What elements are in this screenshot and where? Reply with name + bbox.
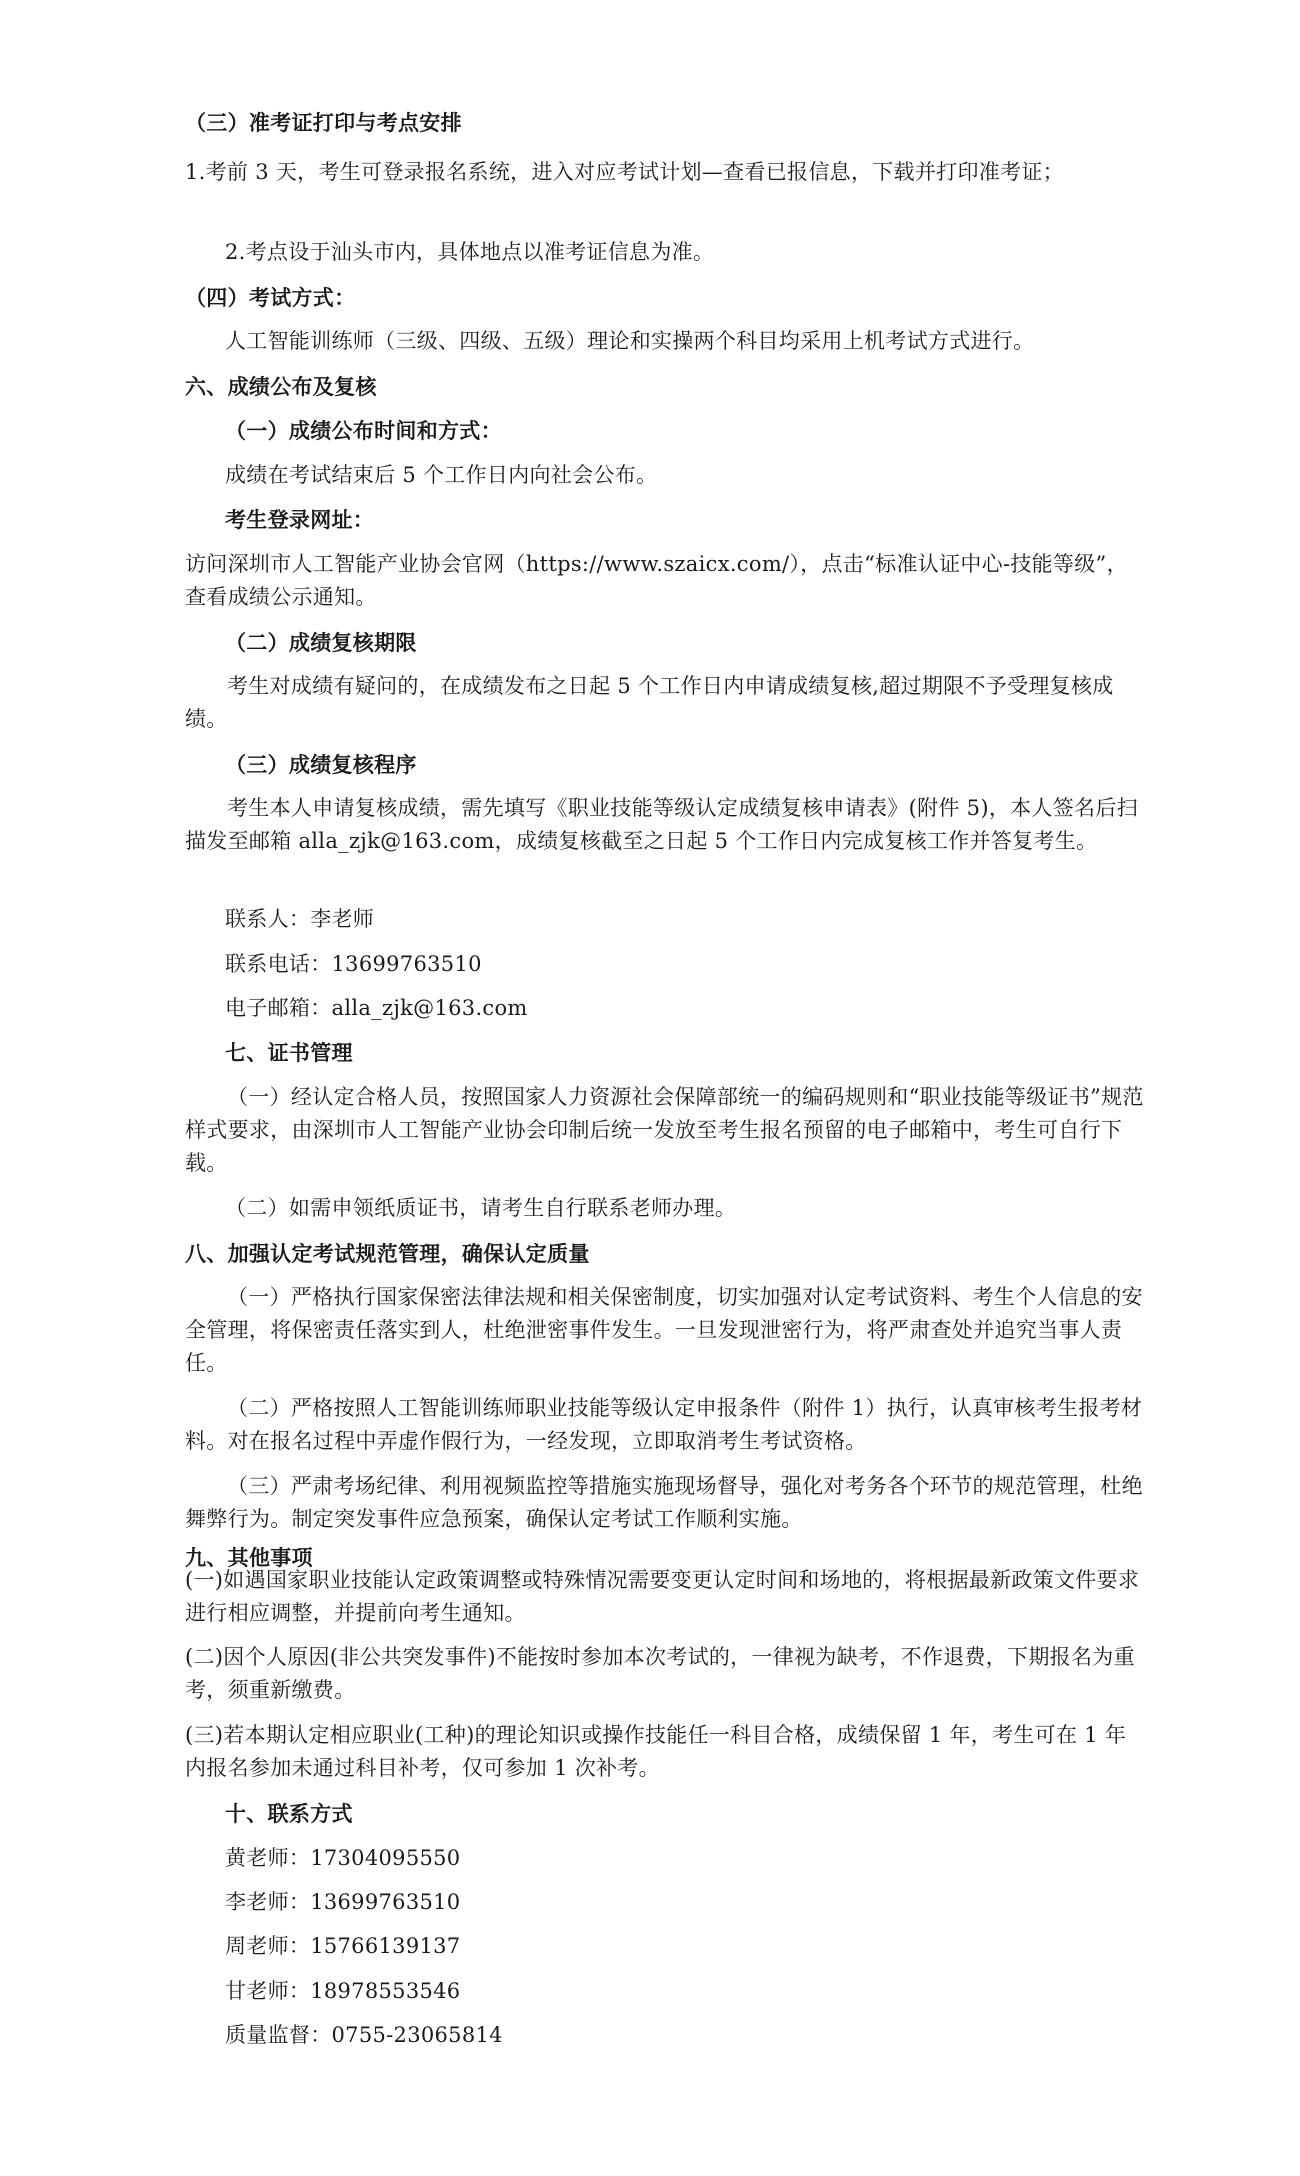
contact-line: 周老师：15766139137 (225, 1934, 461, 1958)
chapter-heading: 八、加强认定考试规范管理，确保认定质量 (185, 1241, 590, 1266)
contact-line: 联系电话：13699763510 (225, 952, 482, 976)
contact-line: 联系人：李老师 (225, 907, 375, 931)
paragraph: 考生对成绩有疑问的，在成绩发布之日起 5 个工作日内申请成绩复核,超过期限不予受理复核成绩。 (185, 674, 1114, 731)
paragraph: （三）严肃考场纪律、利用视频监控等措施实施现场督导，强化对考务各个环节的规范管理，杜绝舞弊行为。制定突发事件应急预案，确保认定考试工作顺利实施。 (185, 1474, 1143, 1531)
section-heading: （一）成绩公布时间和方式： (225, 418, 502, 443)
paragraph: （二）如需申领纸质证书，请考生自行联系老师办理。 (225, 1196, 737, 1220)
paragraph: 访问深圳市人工智能产业协会官网（https://www.szaicx.com/），点击“标准认证中心-技能等级”，查看成绩公示通知。 (185, 552, 1128, 609)
chapter-heading: 六、成绩公布及复核 (185, 374, 377, 399)
chapter-heading: 十、联系方式 (225, 1801, 353, 1826)
contact-line: 甘老师：18978553546 (225, 1979, 461, 2003)
section-heading: （二）成绩复核期限 (225, 630, 417, 655)
section-heading: （四）考试方式： (185, 285, 356, 310)
paragraph: 考生本人申请复核成绩，需先填写《职业技能等级认定成绩复核申请表》(附件 5)，本人签名后扫描发至邮箱 alla_zjk@163.com，成绩复核截至之日起 5 个工作日内完成复核工作并答复考生。 (185, 796, 1138, 853)
section-heading: 考生登录网址： (225, 507, 375, 532)
paragraph: (二)因个人原因(非公共突发事件)不能按时参加本次考试的，一律视为缺考，不作退费，下期报名为重考，须重新缴费。 (185, 1645, 1135, 1702)
paragraph: 2.考点设于汕头市内，具体地点以准考证信息为准。 (225, 240, 715, 264)
contact-line: 电子邮箱：alla_zjk@163.com (225, 996, 528, 1020)
contact-line: 黄老师：17304095550 (225, 1846, 461, 1870)
paragraph: (三)若本期认定相应职业(工种)的理论知识或操作技能任一科目合格，成绩保留 1 年，考生可在 1 年内报名参加未通过科目补考，仅可参加 1 次补考。 (185, 1723, 1127, 1780)
contact-line: 质量监督：0755-23065814 (225, 2023, 503, 2047)
paragraph: 人工智能训练师（三级、四级、五级）理论和实操两个科目均采用上机考试方式进行。 (225, 329, 1035, 353)
paragraph: 1.考前 3 天，考生可登录报名系统，进入对应考试计划—查看已报信息，下载并打印准考证； (185, 160, 1064, 184)
section-heading: （三）成绩复核程序 (225, 752, 417, 777)
chapter-heading: 七、证书管理 (225, 1040, 353, 1065)
paragraph: 成绩在考试结束后 5 个工作日内向社会公布。 (225, 463, 658, 487)
paragraph: （一）经认定合格人员，按照国家人力资源社会保障部统一的编码规则和“职业技能等级证书”规范样式要求，由深圳市人工智能产业协会印制后统一发放至考生报名预留的电子邮箱中，考生可自行下载。 (185, 1085, 1144, 1175)
paragraph: （一）严格执行国家保密法律法规和相关保密制度，切实加强对认定考试资料、考生个人信息的安全管理，将保密责任落实到人，杜绝泄密事件发生。一旦发现泄密行为，将严肃查处并追究当事人责任。 (185, 1285, 1143, 1375)
paragraph: (一)如遇国家职业技能认定政策调整或特殊情况需要变更认定时间和场地的，将根据最新政策文件要求进行相应调整，并提前向考生通知。 (185, 1568, 1140, 1625)
chapter-heading: 九、其他事项 (185, 1545, 313, 1570)
section-heading: （三）准考证打印与考点安排 (185, 110, 462, 135)
contact-line: 李老师：13699763510 (225, 1890, 461, 1914)
paragraph: （二）严格按照人工智能训练师职业技能等级认定申报条件（附件 1）执行，认真审核考生报考材料。对在报名过程中弄虚作假行为，一经发现，立即取消考生考试资格。 (185, 1396, 1143, 1453)
